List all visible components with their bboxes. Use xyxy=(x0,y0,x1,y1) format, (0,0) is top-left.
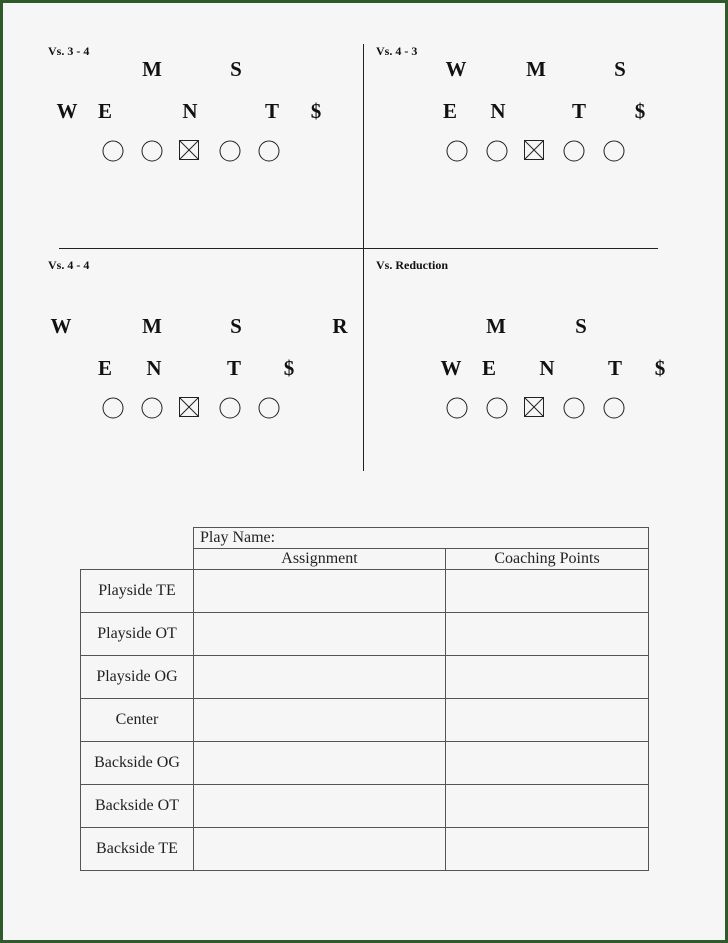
play-name-cell[interactable] xyxy=(194,528,649,549)
coaching-points-cell[interactable] xyxy=(446,613,649,656)
row-label: Center xyxy=(81,699,194,742)
defender-1-6: $ xyxy=(634,99,646,123)
row-label: Backside OT xyxy=(81,785,194,828)
defender-1-5: T xyxy=(571,99,587,123)
row-label: Playside TE xyxy=(81,570,194,613)
defender-2-3: R xyxy=(332,314,348,338)
table-row xyxy=(81,570,649,613)
lineman-circle-icon xyxy=(258,397,278,417)
defender-3-2: W xyxy=(440,356,462,380)
defender-3-4: N xyxy=(539,356,555,380)
assignment-cell[interactable] xyxy=(194,656,446,699)
quadrant-title-vs-reduction: Vs. Reduction xyxy=(376,258,449,272)
row-label: Backside OG xyxy=(81,742,194,785)
defender-3-1: S xyxy=(575,314,587,338)
row-label: Backside TE xyxy=(81,828,194,871)
quadrant-title-vs-4-4: Vs. 4 - 4 xyxy=(48,258,90,272)
defender-3-6: $ xyxy=(654,356,666,380)
vertical-divider xyxy=(363,44,364,471)
quadrant-title-vs-3-4: Vs. 3 - 4 xyxy=(48,44,90,58)
assignment-table xyxy=(80,527,649,871)
coaching-points-cell[interactable] xyxy=(446,656,649,699)
assignment-cell[interactable] xyxy=(194,570,446,613)
lineman-circle-icon xyxy=(563,397,583,417)
row-label: Playside OG xyxy=(81,656,194,699)
center-square-icon xyxy=(524,397,544,417)
lineman-circle-icon xyxy=(446,397,466,417)
table-corner xyxy=(81,549,194,570)
row-label: Playside OT xyxy=(81,613,194,656)
lineman-circle-icon xyxy=(603,397,623,417)
table-row xyxy=(81,699,649,742)
lineman-circle-icon xyxy=(603,140,623,160)
center-square-icon xyxy=(179,397,199,417)
defender-2-4: E xyxy=(97,356,113,380)
defender-3-3: E xyxy=(481,356,497,380)
defender-2-0: W xyxy=(50,314,72,338)
center-square-icon xyxy=(179,140,199,160)
lineman-circle-icon xyxy=(446,140,466,160)
lineman-circle-icon xyxy=(486,397,506,417)
assignment-cell[interactable] xyxy=(194,828,446,871)
table-row xyxy=(81,828,649,871)
defender-2-2: S xyxy=(230,314,242,338)
defender-1-3: E xyxy=(442,99,458,123)
defender-0-6: $ xyxy=(310,99,322,123)
table-row xyxy=(81,742,649,785)
defender-0-0: M xyxy=(142,57,162,81)
lineman-circle-icon xyxy=(486,140,506,160)
defender-0-3: E xyxy=(97,99,113,123)
defender-2-7: $ xyxy=(283,356,295,380)
coaching-points-cell[interactable] xyxy=(446,785,649,828)
defender-3-5: T xyxy=(607,356,623,380)
defender-3-0: M xyxy=(486,314,506,338)
lineman-circle-icon xyxy=(141,397,161,417)
table-row xyxy=(81,613,649,656)
assignment-cell[interactable] xyxy=(194,742,446,785)
defender-2-1: M xyxy=(142,314,162,338)
header-coaching-points: Coaching Points xyxy=(446,549,649,570)
coaching-points-cell[interactable] xyxy=(446,570,649,613)
defender-1-0: W xyxy=(445,57,467,81)
defender-0-2: W xyxy=(56,99,78,123)
defender-1-1: M xyxy=(526,57,546,81)
lineman-circle-icon xyxy=(141,140,161,160)
lineman-circle-icon xyxy=(102,140,122,160)
table-corner xyxy=(81,528,194,549)
lineman-circle-icon xyxy=(258,140,278,160)
defender-1-2: S xyxy=(614,57,626,81)
defender-0-4: N xyxy=(182,99,198,123)
assignment-cell[interactable] xyxy=(194,699,446,742)
assignment-cell[interactable] xyxy=(194,785,446,828)
coaching-points-cell[interactable] xyxy=(446,828,649,871)
play-name-label: Play Name: xyxy=(200,529,276,546)
defender-0-1: S xyxy=(230,57,242,81)
defender-1-4: N xyxy=(490,99,506,123)
coaching-points-cell[interactable] xyxy=(446,742,649,785)
table-row xyxy=(81,785,649,828)
horizontal-divider xyxy=(59,248,658,249)
defender-2-5: N xyxy=(146,356,162,380)
defender-0-5: T xyxy=(264,99,280,123)
coaching-points-cell[interactable] xyxy=(446,699,649,742)
assignment-cell[interactable] xyxy=(194,613,446,656)
quadrant-title-vs-4-3: Vs. 4 - 3 xyxy=(376,44,418,58)
defender-2-6: T xyxy=(226,356,242,380)
lineman-circle-icon xyxy=(219,397,239,417)
lineman-circle-icon xyxy=(219,140,239,160)
table-row xyxy=(81,656,649,699)
center-square-icon xyxy=(524,140,544,160)
lineman-circle-icon xyxy=(102,397,122,417)
lineman-circle-icon xyxy=(563,140,583,160)
header-assignment: Assignment xyxy=(194,549,446,570)
